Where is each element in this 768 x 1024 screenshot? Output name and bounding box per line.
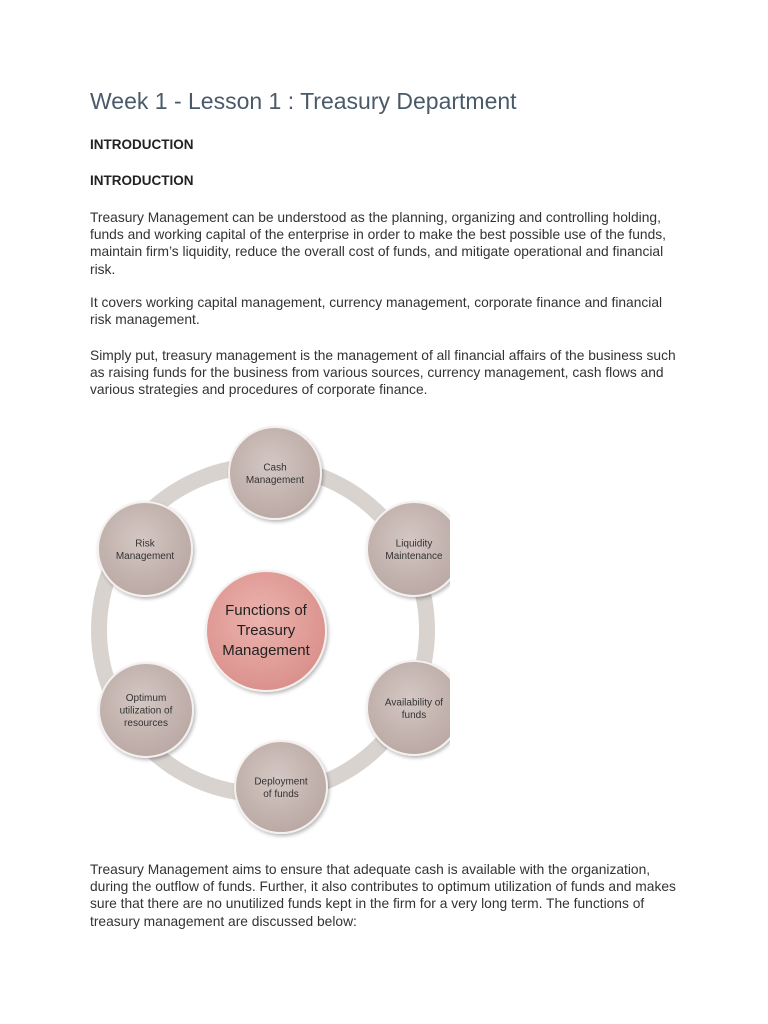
function-node-label: Risk <box>135 538 155 550</box>
function-node-risk <box>98 502 192 596</box>
section-subheading-introduction: INTRODUCTION <box>90 173 194 188</box>
paragraph-aims: Treasury Management aims to ensure that adequate cash is available with the organization, during the outflow of funds. Further, it also contributes to optimum utilization of funds and makes sure that there are no unutilized funds kept in the firm for a very long term. The functions of treasury management are discussed below: <box>90 862 676 929</box>
paragraph-summary: Simply put, treasury management is the management of all financial affairs of the business such as raising funds for the business from various sources, currency management, cash flows and various strategies and procedures of corporate finance. <box>90 348 676 398</box>
function-node-label: Maintenance <box>385 550 443 562</box>
function-node-deployment <box>235 741 327 833</box>
function-node-label: Liquidity <box>395 538 433 550</box>
function-node-label: Management <box>245 474 305 486</box>
function-node-cash <box>229 427 321 519</box>
function-node-label: Deployment <box>254 776 308 788</box>
function-node-label: Management <box>115 550 175 562</box>
page-title: Week 1 - Lesson 1 : Treasury Department <box>90 88 517 114</box>
function-node-label: utilization of <box>119 705 173 717</box>
function-node-label: funds <box>401 709 427 721</box>
center-label-line-2: Treasury <box>236 622 296 639</box>
function-node-optimum <box>99 663 193 757</box>
function-node-label: resources <box>124 718 168 729</box>
center-circle <box>206 571 326 691</box>
center-label-line-3: Management <box>222 642 310 659</box>
function-node-label: Availability of <box>384 697 444 709</box>
function-node-label: Cash <box>263 462 287 474</box>
function-node-availability <box>367 661 450 755</box>
paragraph-definition: Treasury Management can be understood as the planning, organizing and controlling holding, funds and working capital of the enterprise in order to make the best possible use of the funds, maintain firm’s liquidity, reduce the overall cost of funds, and mitigate operational and financial risk. <box>90 210 666 277</box>
paragraph-coverage: It covers working capital management, currency management, corporate finance and financial risk management. <box>90 295 663 328</box>
function-node-liquidity <box>367 502 450 596</box>
section-heading-introduction: INTRODUCTION <box>90 137 194 152</box>
center-label-line-1: Functions of <box>225 602 307 619</box>
treasury-functions-svg <box>90 415 450 845</box>
function-node-label: of funds <box>263 788 299 800</box>
treasury-functions-diagram <box>90 415 450 845</box>
function-node-label: Optimum <box>125 693 167 704</box>
